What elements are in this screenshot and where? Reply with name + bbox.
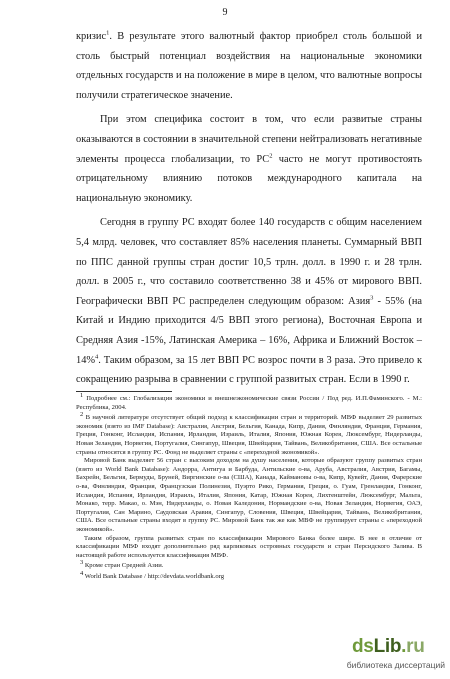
- body-text: часто не могут противостоять отрицательному влиянию потоков международного капитала на национальную экономику.: [76, 153, 422, 204]
- footnote-text: [76, 411, 422, 457]
- footnote-text: [76, 391, 422, 412]
- footnote-content: Мировой Банк выделяет 56 стран с высоким доходом на душу населения, которые образуют группу развитых стран (взято из World Bank Database): Андорра, Антигуа и Барбуда, Антильские о-ва, Аруба, Австралия, Австрия, Багамы, Бахрейн, Бельгия, Бермуды, Бруней, Виргинские о-ва (США), Канада, Каймановы о-ва, Кипр, Кувейт, Дания, Фарерские о-ва, Финляндия, Франция, Французская Полинезия, Пуэрто Рико, Германия, Греция, о. Гуам, Гренландия, Гонконг, Исландия, Испания, Ирландия, Израиль, Италия, Япония, Катар, Южная Корея, Лихтенштейн, Люксембург, Мальта, Монако, терр. Макао, о. Мэн, Нидерланды, о. Новая Каледония, Нормандские о-ва, Новая Зеландия, Норвегия, ОАЭ, Португалия, Сан Марино, Саудовская Аравия, Сингапур, Словения, Швеция, Швейцария, Тайвань, Великобритания, США. Все остальные страны входят в группу РС. Мировой Банк так же как МВФ не группирует страны с «переходной экономикой».: [76, 457, 422, 533]
- body-text: . В результате этого валютный фактор приобрел столь большой и столь быстрый потенциал воздействия на национальные экономики отдельных государств и на положение в мире в целом, что валютные вопросы получили стратегическое значение.: [76, 31, 422, 101]
- body-paragraph: [76, 213, 422, 389]
- footnote-reference: 4: [95, 353, 99, 361]
- footnote: [76, 391, 422, 412]
- footnote-mark: 4: [80, 569, 84, 577]
- footnote-paragraph: [76, 457, 422, 534]
- footnote-content: Кроме стран Средней Азии.: [84, 562, 164, 570]
- body-text: кризис: [76, 31, 107, 42]
- body-text: Сегодня в группу РС входят более 140 государств с общим населением 5,4 млрд. человек, что составляет 85% населения планеты. Суммарный ВВП по ППС данной группы стран достиг 10,5 трлн. долл. в 1990 г. и 28 трлн. долл. в 2005 г., что составило соответственно 38 и 45% от мирового ВВП. Географически ВВП РС распределен следующим образом: Азия: [76, 217, 422, 307]
- body-text: - 55% (на Китай и Индию приходится 4/5 ВВП этого региона), Восточная Европа и Средняя Азия -15%, Латинская Америка – 16%, Африка и Ближний Восток – 14%: [76, 295, 422, 366]
- main-text: [76, 27, 422, 390]
- footnote-content: World Bank Database / http://devdata.worldbank.org: [84, 572, 225, 580]
- footnote-content: Таким образом, группа развитых стран по классификации Мирового Банка более шире. В нее в отличие от классификации МВФ входят дополнительно ряд карликовых островных государств и стран Персидского Залива. В настоящей работе используется классификация МВФ.: [76, 534, 422, 559]
- footnote: [76, 559, 422, 571]
- logo-ru: ru: [406, 636, 425, 657]
- body-text: . Таким образом, за 15 лет ВВП РС возрос почти в 3 раза. Это привело к сокращению разрыва в сравнении с группой развитых стран. Если в 1990 г.: [76, 354, 422, 386]
- footnote: [76, 569, 422, 582]
- body-text: При этом специфика состоит в том, что если развитые страны оказываются в состоянии в значительной степени нейтрализовать негативные элементы процесса глобализации, то РС: [76, 114, 422, 165]
- footnote-paragraph: [76, 535, 422, 561]
- body-paragraph: [76, 110, 422, 208]
- footnote-mark: 2: [80, 411, 84, 418]
- footnote-reference: 3: [370, 294, 374, 302]
- footnote: [76, 411, 422, 560]
- page-number: 9: [222, 7, 228, 18]
- footnotes: [76, 391, 422, 583]
- footnote-content: Подробнее см.: Глобализация экономики и внешнеэкономические связи России / Под ред. И.П.Фаминского. - М.: Республика, 2004.: [76, 395, 422, 411]
- footnote-mark: 1: [80, 391, 84, 399]
- logo-ds: ds: [352, 636, 374, 657]
- footnote-mark: 3: [80, 559, 84, 567]
- footnote-text: [76, 559, 422, 571]
- footnote-reference: 2: [269, 152, 273, 160]
- watermark-subtitle: библиотека диссертаций: [346, 660, 445, 670]
- logo-lib: Lib: [373, 636, 402, 657]
- footnote-text: [76, 569, 422, 582]
- footnote-separator: [76, 391, 172, 392]
- footnote-content: В научной литературе отсутствует общий подход к классификации стран и территорий. МВФ выделяет 29 развитых экономик (взято из IMF Database): Австралия, Австрия, Бельгия, Канада, Кипр, Дания, Финляндия, Франция, Германия, Греция, Гонконг, Исландия, Испания, Ирландия, Израиль, Италия, Япония, Южная Корея, Люксембург, Нидерланды, Новая Зеландия, Норвегия, Португалия, Сингапур, Швеция, Швейцария, Тайвань, Великобритания, США. Все остальные страны относятся в группу РС. Фонд не выделяет страны с «переходной экономикой».: [76, 414, 422, 456]
- footnote-reference: 1: [106, 29, 110, 37]
- dslib-logo: [352, 636, 425, 658]
- body-paragraph: [76, 27, 422, 105]
- logo-dot: .: [401, 636, 407, 657]
- dslib-watermark[interactable]: [330, 636, 445, 674]
